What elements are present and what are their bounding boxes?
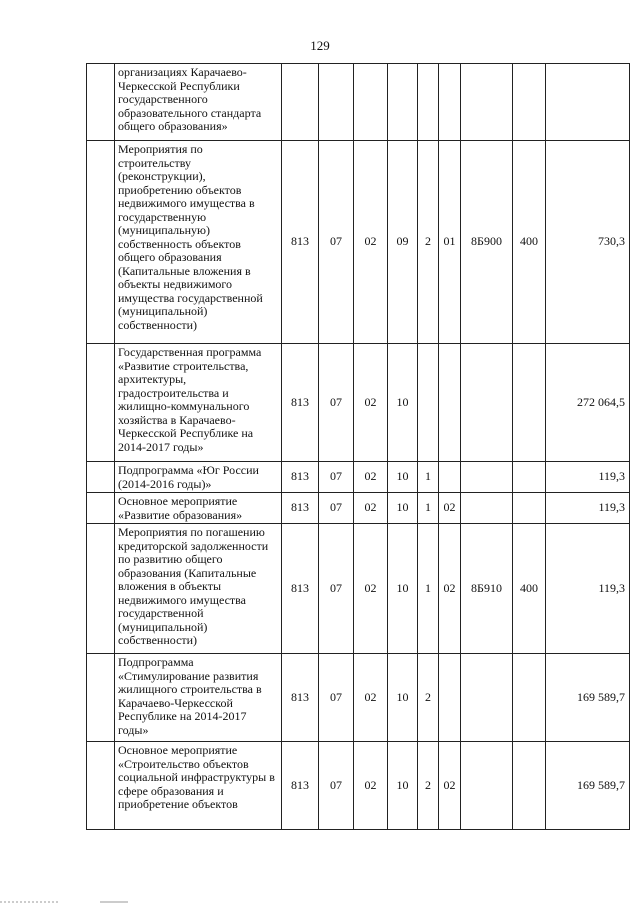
row-index-cell [87, 524, 115, 654]
direction-cell: 8Б910 [461, 524, 513, 654]
program-cell: 10 [388, 654, 418, 742]
row-index-cell [87, 462, 115, 493]
main-event-cell [439, 654, 461, 742]
subprogram-cell: 2 [418, 141, 439, 344]
main-event-cell [439, 344, 461, 462]
section-cell: 07 [319, 493, 354, 524]
subprogram-cell [418, 64, 439, 141]
section-cell: 07 [319, 344, 354, 462]
subprogram-cell: 1 [418, 493, 439, 524]
program-cell [388, 64, 418, 141]
amount-cell: 169 589,7 [546, 654, 630, 742]
item-name-cell: Подпрограмма «Стимулирование развития жилищного строительства в Карачаево-Черкесской Республике на 2014-2017 годы» [115, 654, 282, 742]
table-row [87, 64, 630, 141]
ministry-cell: 813 [282, 462, 319, 493]
subprogram-cell: 2 [418, 654, 439, 742]
expense-type-cell: 400 [513, 524, 546, 654]
subsection-cell: 02 [354, 654, 388, 742]
budget-table-container [86, 63, 630, 830]
section-cell: 07 [319, 141, 354, 344]
program-cell: 10 [388, 462, 418, 493]
table-body [87, 64, 630, 830]
item-name-cell: Государственная программа «Развитие строительства, архитектуры, градостроительства и жилищно-коммунального хозяйства в Карачаево-Черкесской Республике на 2014-2017 годы» [115, 344, 282, 462]
table-row [87, 141, 630, 344]
subsection-cell [354, 64, 388, 141]
section-cell: 07 [319, 462, 354, 493]
main-event-cell: 02 [439, 493, 461, 524]
scan-artifact [0, 892, 130, 898]
amount-cell: 169 589,7 [546, 742, 630, 830]
expense-type-cell [513, 493, 546, 524]
item-name-cell: Мероприятия по погашению кредиторской задолженности по развитию общего образования (Капитальные вложения в объекты недвижимого имущества государственной (муниципальной) собственности) [115, 524, 282, 654]
row-index-cell [87, 742, 115, 830]
main-event-cell: 02 [439, 524, 461, 654]
direction-cell [461, 344, 513, 462]
direction-cell: 8Б900 [461, 141, 513, 344]
table-row [87, 493, 630, 524]
direction-cell [461, 64, 513, 141]
expense-type-cell [513, 344, 546, 462]
subprogram-cell: 1 [418, 462, 439, 493]
expense-type-cell [513, 654, 546, 742]
subsection-cell: 02 [354, 344, 388, 462]
amount-cell [546, 64, 630, 141]
row-index-cell [87, 654, 115, 742]
expense-type-cell [513, 742, 546, 830]
item-name-cell: Подпрограмма «Юг России (2014-2016 годы)» [115, 462, 282, 493]
program-cell: 09 [388, 141, 418, 344]
ministry-cell [282, 64, 319, 141]
ministry-cell: 813 [282, 344, 319, 462]
ministry-cell: 813 [282, 493, 319, 524]
program-cell: 10 [388, 524, 418, 654]
subsection-cell: 02 [354, 742, 388, 830]
row-index-cell [87, 344, 115, 462]
program-cell: 10 [388, 493, 418, 524]
amount-cell: 272 064,5 [546, 344, 630, 462]
subsection-cell: 02 [354, 524, 388, 654]
main-event-cell [439, 64, 461, 141]
subprogram-cell: 1 [418, 524, 439, 654]
section-cell [319, 64, 354, 141]
main-event-cell: 01 [439, 141, 461, 344]
page-number: 129 [310, 38, 330, 53]
row-index-cell [87, 493, 115, 524]
section-cell: 07 [319, 654, 354, 742]
item-name-cell: Основное мероприятие «Развитие образования» [115, 493, 282, 524]
program-cell: 10 [388, 742, 418, 830]
row-index-cell [87, 141, 115, 344]
expense-type-cell [513, 462, 546, 493]
item-name-cell: Основное мероприятие «Строительство объектов социальной инфраструктуры в сфере образования и приобретение объектов [115, 742, 282, 830]
expense-type-cell: 400 [513, 141, 546, 344]
main-event-cell [439, 462, 461, 493]
amount-cell: 119,3 [546, 524, 630, 654]
amount-cell: 119,3 [546, 493, 630, 524]
direction-cell [461, 493, 513, 524]
item-name-cell: организациях Карачаево-Черкесской Республики государственного образовательного стандарта общего образования» [115, 64, 282, 141]
subprogram-cell: 2 [418, 742, 439, 830]
direction-cell [461, 462, 513, 493]
subprogram-cell [418, 344, 439, 462]
section-cell: 07 [319, 524, 354, 654]
budget-table [86, 63, 630, 830]
table-row [87, 654, 630, 742]
item-name-cell: Мероприятия по строительству (реконструкции), приобретению объектов недвижимого имущества в государственную (муниципальную) собственность объектов общего образования (Капитальные вложения в объекты недвижимого имущества государственной (муниципальной) собственности) [115, 141, 282, 344]
section-cell: 07 [319, 742, 354, 830]
ministry-cell: 813 [282, 524, 319, 654]
program-cell: 10 [388, 344, 418, 462]
ministry-cell: 813 [282, 742, 319, 830]
table-row [87, 344, 630, 462]
subsection-cell: 02 [354, 462, 388, 493]
amount-cell: 119,3 [546, 462, 630, 493]
ministry-cell: 813 [282, 141, 319, 344]
subsection-cell: 02 [354, 493, 388, 524]
table-row [87, 524, 630, 654]
direction-cell [461, 742, 513, 830]
table-row [87, 462, 630, 493]
row-index-cell [87, 64, 115, 141]
ministry-cell: 813 [282, 654, 319, 742]
scan-line-graphic [0, 899, 130, 905]
amount-cell: 730,3 [546, 141, 630, 344]
table-row [87, 742, 630, 830]
expense-type-cell [513, 64, 546, 141]
main-event-cell: 02 [439, 742, 461, 830]
direction-cell [461, 654, 513, 742]
subsection-cell: 02 [354, 141, 388, 344]
